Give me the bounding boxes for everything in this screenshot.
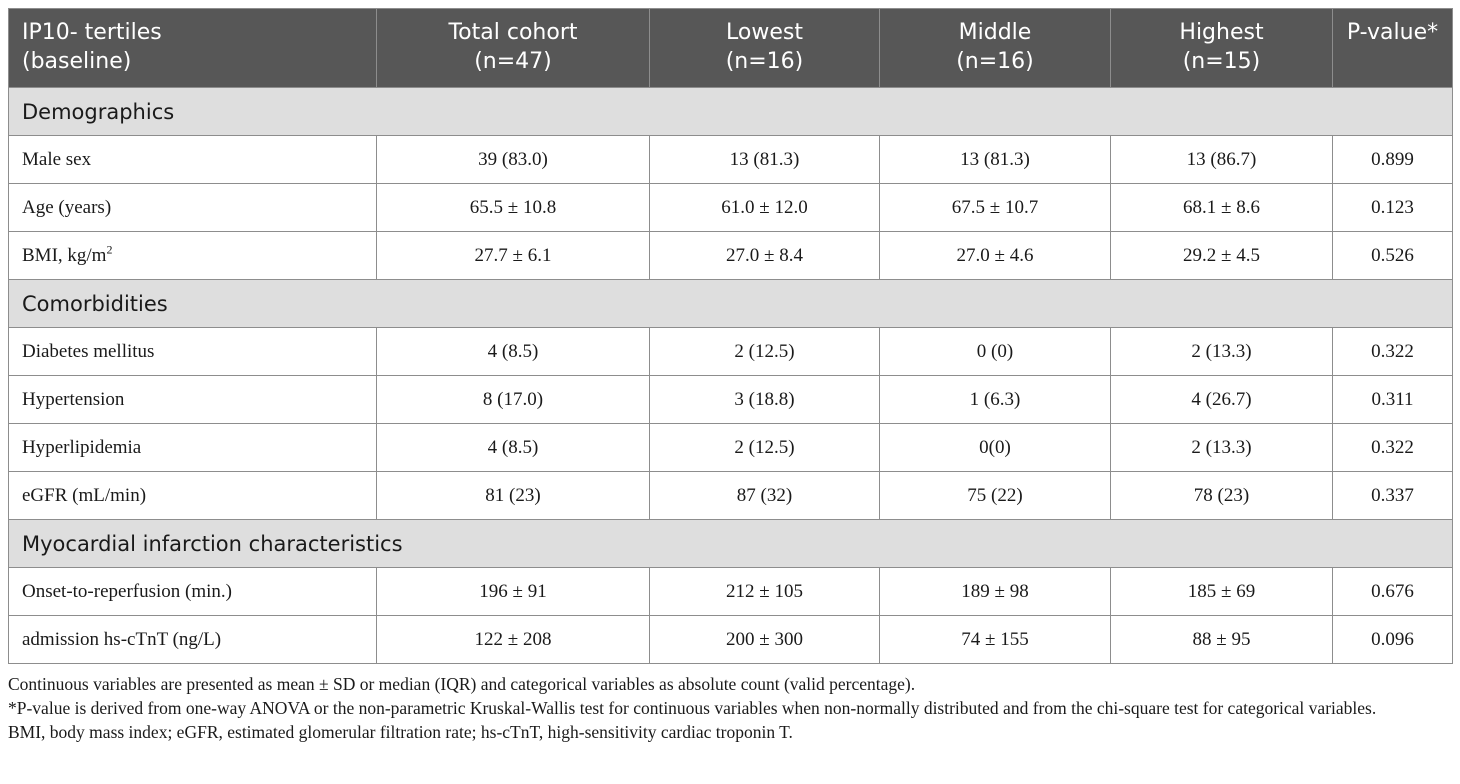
row-label: Hyperlipidemia [9, 424, 377, 472]
cell-middle: 0(0) [880, 424, 1111, 472]
cell-highest: 2 (13.3) [1111, 424, 1333, 472]
cell-highest: 2 (13.3) [1111, 328, 1333, 376]
table-row [9, 472, 1453, 520]
cell-lowest: 200 ± 300 [650, 616, 880, 664]
header-row [9, 9, 1453, 88]
cell-lowest: 13 (81.3) [650, 136, 880, 184]
section-row-comorbidities [9, 280, 1453, 328]
cell-middle: 74 ± 155 [880, 616, 1111, 664]
cell-total-cohort: 81 (23) [377, 472, 650, 520]
cell-highest: 185 ± 69 [1111, 568, 1333, 616]
table-row [9, 232, 1453, 280]
header-line-2: (n=16) [956, 49, 1034, 74]
cell-lowest: 3 (18.8) [650, 376, 880, 424]
cell-p-value: 0.526 [1333, 232, 1453, 280]
footnote-abbreviations: BMI, body mass index; eGFR, estimated glomerular filtration rate; hs-cTnT, high-sensitivity cardiac troponin T. [8, 722, 793, 742]
footnote-variables: Continuous variables are presented as mean ± SD or median (IQR) and categorical variables as absolute count (valid percentage). [8, 674, 916, 694]
cell-p-value: 0.123 [1333, 184, 1453, 232]
cell-p-value: 0.322 [1333, 424, 1453, 472]
cell-total-cohort: 39 (83.0) [377, 136, 650, 184]
table-row [9, 328, 1453, 376]
row-label: Diabetes mellitus [9, 328, 377, 376]
cell-total-cohort: 27.7 ± 6.1 [377, 232, 650, 280]
cell-highest: 88 ± 95 [1111, 616, 1333, 664]
cell-lowest: 212 ± 105 [650, 568, 880, 616]
table-row [9, 568, 1453, 616]
row-label: BMI, kg/m [22, 244, 107, 266]
table-row [9, 424, 1453, 472]
header-line-1: Total cohort [448, 20, 578, 45]
header-total-cohort [377, 9, 650, 88]
cell-highest: 68.1 ± 8.6 [1111, 184, 1333, 232]
cell-lowest: 2 (12.5) [650, 424, 880, 472]
cell-p-value: 0.322 [1333, 328, 1453, 376]
row-label-cell [9, 232, 377, 280]
cell-total-cohort: 4 (8.5) [377, 328, 650, 376]
cell-middle: 1 (6.3) [880, 376, 1111, 424]
cell-p-value: 0.311 [1333, 376, 1453, 424]
cell-total-cohort: 8 (17.0) [377, 376, 650, 424]
cell-lowest: 87 (32) [650, 472, 880, 520]
cell-lowest: 27.0 ± 8.4 [650, 232, 880, 280]
cell-p-value: 0.096 [1333, 616, 1453, 664]
cell-middle: 67.5 ± 10.7 [880, 184, 1111, 232]
header-middle [880, 9, 1111, 88]
table-container [8, 8, 1452, 744]
cell-lowest: 61.0 ± 12.0 [650, 184, 880, 232]
section-title: Myocardial infarction characteristics [9, 520, 1453, 568]
section-title: Comorbidities [9, 280, 1453, 328]
header-ip10-tertiles [9, 9, 377, 88]
header-highest [1111, 9, 1333, 88]
row-label: Age (years) [9, 184, 377, 232]
footnote-p-value: *P-value is derived from one-way ANOVA or the non-parametric Kruskal-Wallis test for continuous variables when non-normally distributed and from the chi-square test for categorical variables. [8, 698, 1377, 718]
cell-middle: 189 ± 98 [880, 568, 1111, 616]
table-row [9, 376, 1453, 424]
cell-lowest: 2 (12.5) [650, 328, 880, 376]
cell-p-value: 0.337 [1333, 472, 1453, 520]
table-row [9, 184, 1453, 232]
cell-middle: 75 (22) [880, 472, 1111, 520]
table-row [9, 136, 1453, 184]
table-row [9, 616, 1453, 664]
cell-p-value: 0.676 [1333, 568, 1453, 616]
header-line-1: IP10- tertiles [22, 20, 162, 45]
header-p-value [1333, 9, 1453, 88]
cell-total-cohort: 122 ± 208 [377, 616, 650, 664]
baseline-characteristics-table [8, 8, 1453, 664]
cell-middle: 27.0 ± 4.6 [880, 232, 1111, 280]
row-label: Hypertension [9, 376, 377, 424]
row-label: Onset-to-reperfusion (min.) [9, 568, 377, 616]
cell-middle: 13 (81.3) [880, 136, 1111, 184]
header-line-1: Highest [1179, 20, 1264, 45]
header-line-2: (n=16) [725, 49, 804, 74]
cell-highest: 4 (26.7) [1111, 376, 1333, 424]
cell-total-cohort: 196 ± 91 [377, 568, 650, 616]
row-label: admission hs-cTnT (ng/L) [9, 616, 377, 664]
section-title: Demographics [9, 88, 1453, 136]
cell-middle: 0 (0) [880, 328, 1111, 376]
header-line-2: (n=47) [474, 49, 552, 74]
header-line-1: Middle [958, 20, 1032, 45]
section-row-mi-characteristics [9, 520, 1453, 568]
header-line-2: (n=15) [1182, 49, 1261, 74]
section-row-demographics [9, 88, 1453, 136]
row-label: eGFR (mL/min) [9, 472, 377, 520]
cell-highest: 29.2 ± 4.5 [1111, 232, 1333, 280]
row-label-superscript: 2 [106, 242, 113, 257]
row-label: Male sex [9, 136, 377, 184]
header-lowest [650, 9, 880, 88]
header-line-1: P-value* [1346, 20, 1439, 45]
table-footnotes [8, 672, 1452, 744]
cell-total-cohort: 4 (8.5) [377, 424, 650, 472]
cell-p-value: 0.899 [1333, 136, 1453, 184]
cell-highest: 78 (23) [1111, 472, 1333, 520]
cell-highest: 13 (86.7) [1111, 136, 1333, 184]
header-line-1: Lowest [726, 20, 803, 45]
cell-total-cohort: 65.5 ± 10.8 [377, 184, 650, 232]
header-line-2: (baseline) [22, 49, 132, 74]
